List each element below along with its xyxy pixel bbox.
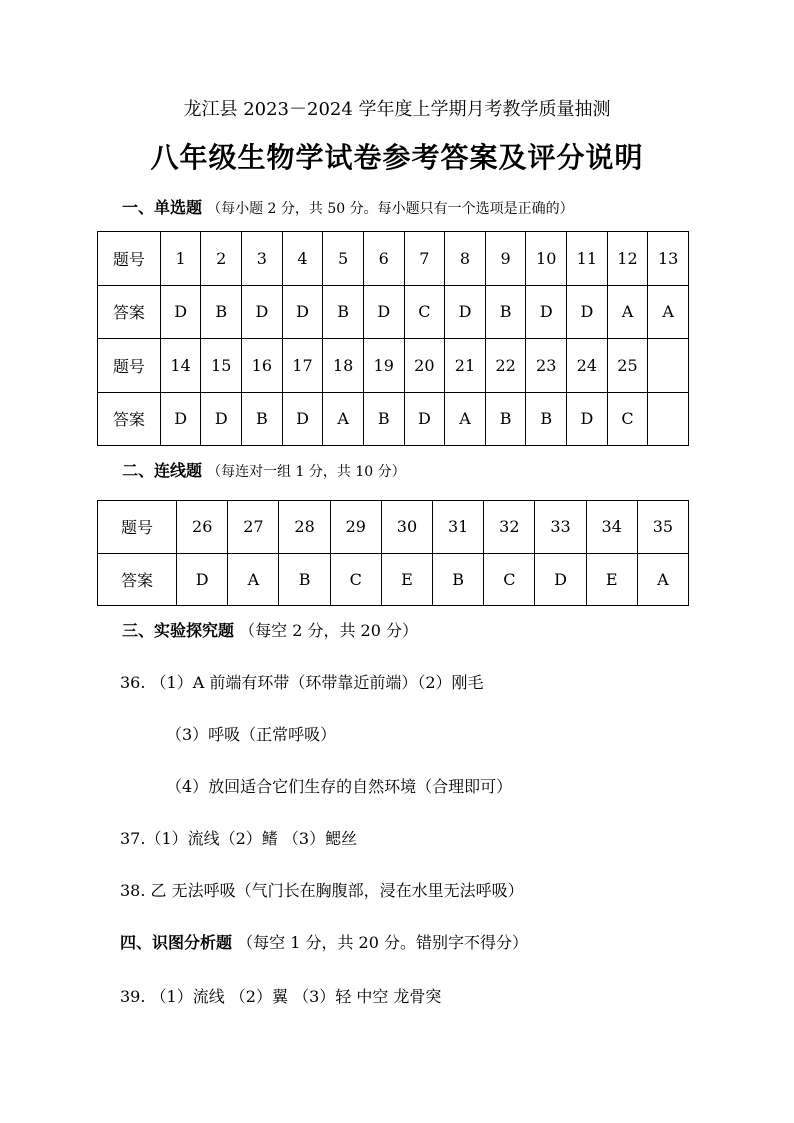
question-number-cell: 12 <box>607 232 648 286</box>
question-number-cell: 20 <box>404 339 445 393</box>
answer-cell: B <box>485 392 526 446</box>
answer-cell: C <box>484 553 535 606</box>
answer-cell: B <box>526 392 567 446</box>
answer-cell: D <box>363 285 404 339</box>
answer-cell: D <box>404 392 445 446</box>
question-number-cell: 25 <box>607 339 648 393</box>
answer-cell: D <box>160 392 201 446</box>
question-number-cell: 35 <box>637 501 688 554</box>
question-number-cell: 4 <box>282 232 323 286</box>
answer-row <box>98 392 689 446</box>
answer-cell: B <box>279 553 330 606</box>
question-number-row-label: 题号 <box>98 232 161 286</box>
answer-cell: E <box>586 553 637 606</box>
answer-line-36-3: （3）呼吸（正常呼吸） <box>166 725 337 744</box>
answer-cell: B <box>242 392 283 446</box>
answer-cell: D <box>160 285 201 339</box>
answer-cell: E <box>381 553 432 606</box>
question-number-cell: 2 <box>201 232 242 286</box>
exam-subtitle: 龙江县 2023－2024 学年度上学期月考教学质量抽测 <box>183 99 611 120</box>
answer-cell: C <box>607 392 648 446</box>
section4-heading-row <box>120 930 528 953</box>
question-number-cell: 29 <box>330 501 381 554</box>
answer-cell: D <box>282 285 323 339</box>
answer-cell: A <box>637 553 688 606</box>
answer-cell: C <box>404 285 445 339</box>
answer-row <box>98 285 689 339</box>
section2-note: （每连对一组 1 分，共 10 分） <box>207 464 406 480</box>
question-number-cell: 5 <box>323 232 364 286</box>
answer-cell: B <box>363 392 404 446</box>
question-number-cell <box>648 339 689 393</box>
answer-row-label: 答案 <box>98 553 177 606</box>
question-number-cell: 21 <box>445 339 486 393</box>
section4-heading: 四、识图分析题 <box>120 933 233 952</box>
question-number-row <box>98 339 689 393</box>
answer-cell: D <box>177 553 228 606</box>
page-title: 八年级生物学试卷参考答案及评分说明 <box>150 141 644 174</box>
answer-row <box>98 553 689 606</box>
question-number-cell: 15 <box>201 339 242 393</box>
answer-cell: B <box>485 285 526 339</box>
question-number-cell: 11 <box>567 232 608 286</box>
section4-note: （每空 1 分，共 20 分。错别字不得分） <box>237 933 528 952</box>
question-number-cell: 1 <box>160 232 201 286</box>
question-number-row <box>98 232 689 286</box>
answer-cell: D <box>201 392 242 446</box>
answer-cell: A <box>323 392 364 446</box>
question-number-cell: 13 <box>648 232 689 286</box>
answer-cell: D <box>526 285 567 339</box>
question-number-cell: 28 <box>279 501 330 554</box>
section2-heading-row <box>122 458 406 481</box>
section1-heading-row <box>122 195 574 218</box>
question-number-cell: 19 <box>363 339 404 393</box>
question-number-cell: 7 <box>404 232 445 286</box>
question-number-cell: 14 <box>160 339 201 393</box>
answer-line-36-4: （4）放回适合它们生存的自然环境（合理即可） <box>166 777 513 796</box>
section1-note: （每小题 2 分，共 50 分。每小题只有一个选项是正确的） <box>207 201 574 217</box>
answer-cell: D <box>282 392 323 446</box>
question-number-row-label: 题号 <box>98 501 177 554</box>
question-number-cell: 23 <box>526 339 567 393</box>
answer-cell: B <box>323 285 364 339</box>
question-number-cell: 17 <box>282 339 323 393</box>
answer-cell: B <box>433 553 484 606</box>
question-number-cell: 3 <box>242 232 283 286</box>
question-number-cell: 8 <box>445 232 486 286</box>
question-number-cell: 31 <box>433 501 484 554</box>
question-number-cell: 30 <box>381 501 432 554</box>
matching-answer-table <box>97 500 689 606</box>
answer-cell: A <box>607 285 648 339</box>
question-number-cell: 26 <box>177 501 228 554</box>
answer-line-37: 37.（1）流线（2）鳍 （3）鳃丝 <box>120 829 358 848</box>
question-number-row <box>98 501 689 554</box>
answer-row-label: 答案 <box>98 285 161 339</box>
question-number-cell: 16 <box>242 339 283 393</box>
single-choice-table-body <box>98 232 689 446</box>
question-number-cell: 34 <box>586 501 637 554</box>
section3-note: （每空 2 分，共 20 分） <box>239 621 418 640</box>
answer-cell: D <box>242 285 283 339</box>
answer-line-36-1: 36. （1）A 前端有环带（环带靠近前端）（2）刚毛 <box>120 673 484 692</box>
question-number-cell: 32 <box>484 501 535 554</box>
question-number-cell: 24 <box>567 339 608 393</box>
answer-line-38: 38. 乙 无法呼吸（气门长在胸腹部，浸在水里无法呼吸） <box>120 881 524 900</box>
section1-heading: 一、单选题 <box>122 198 203 217</box>
answer-cell: D <box>445 285 486 339</box>
answer-cell: D <box>567 392 608 446</box>
answer-cell: D <box>535 553 586 606</box>
answer-line-39: 39. （1）流线 （2）翼 （3）轻 中空 龙骨突 <box>120 987 442 1006</box>
answer-row-label: 答案 <box>98 392 161 446</box>
question-number-row-label: 题号 <box>98 339 161 393</box>
question-number-cell: 18 <box>323 339 364 393</box>
section3-heading-row <box>122 618 418 641</box>
single-choice-answer-table <box>97 231 689 446</box>
answer-cell: A <box>648 285 689 339</box>
answer-cell: B <box>201 285 242 339</box>
question-number-cell: 10 <box>526 232 567 286</box>
answer-cell <box>648 392 689 446</box>
answer-cell: A <box>445 392 486 446</box>
question-number-cell: 27 <box>228 501 279 554</box>
question-number-cell: 9 <box>485 232 526 286</box>
question-number-cell: 6 <box>363 232 404 286</box>
question-number-cell: 22 <box>485 339 526 393</box>
matching-table-body <box>98 501 689 606</box>
answer-cell: C <box>330 553 381 606</box>
answer-cell: A <box>228 553 279 606</box>
section3-heading: 三、实验探究题 <box>122 621 235 640</box>
answer-cell: D <box>567 285 608 339</box>
question-number-cell: 33 <box>535 501 586 554</box>
section2-heading: 二、连线题 <box>122 461 203 480</box>
